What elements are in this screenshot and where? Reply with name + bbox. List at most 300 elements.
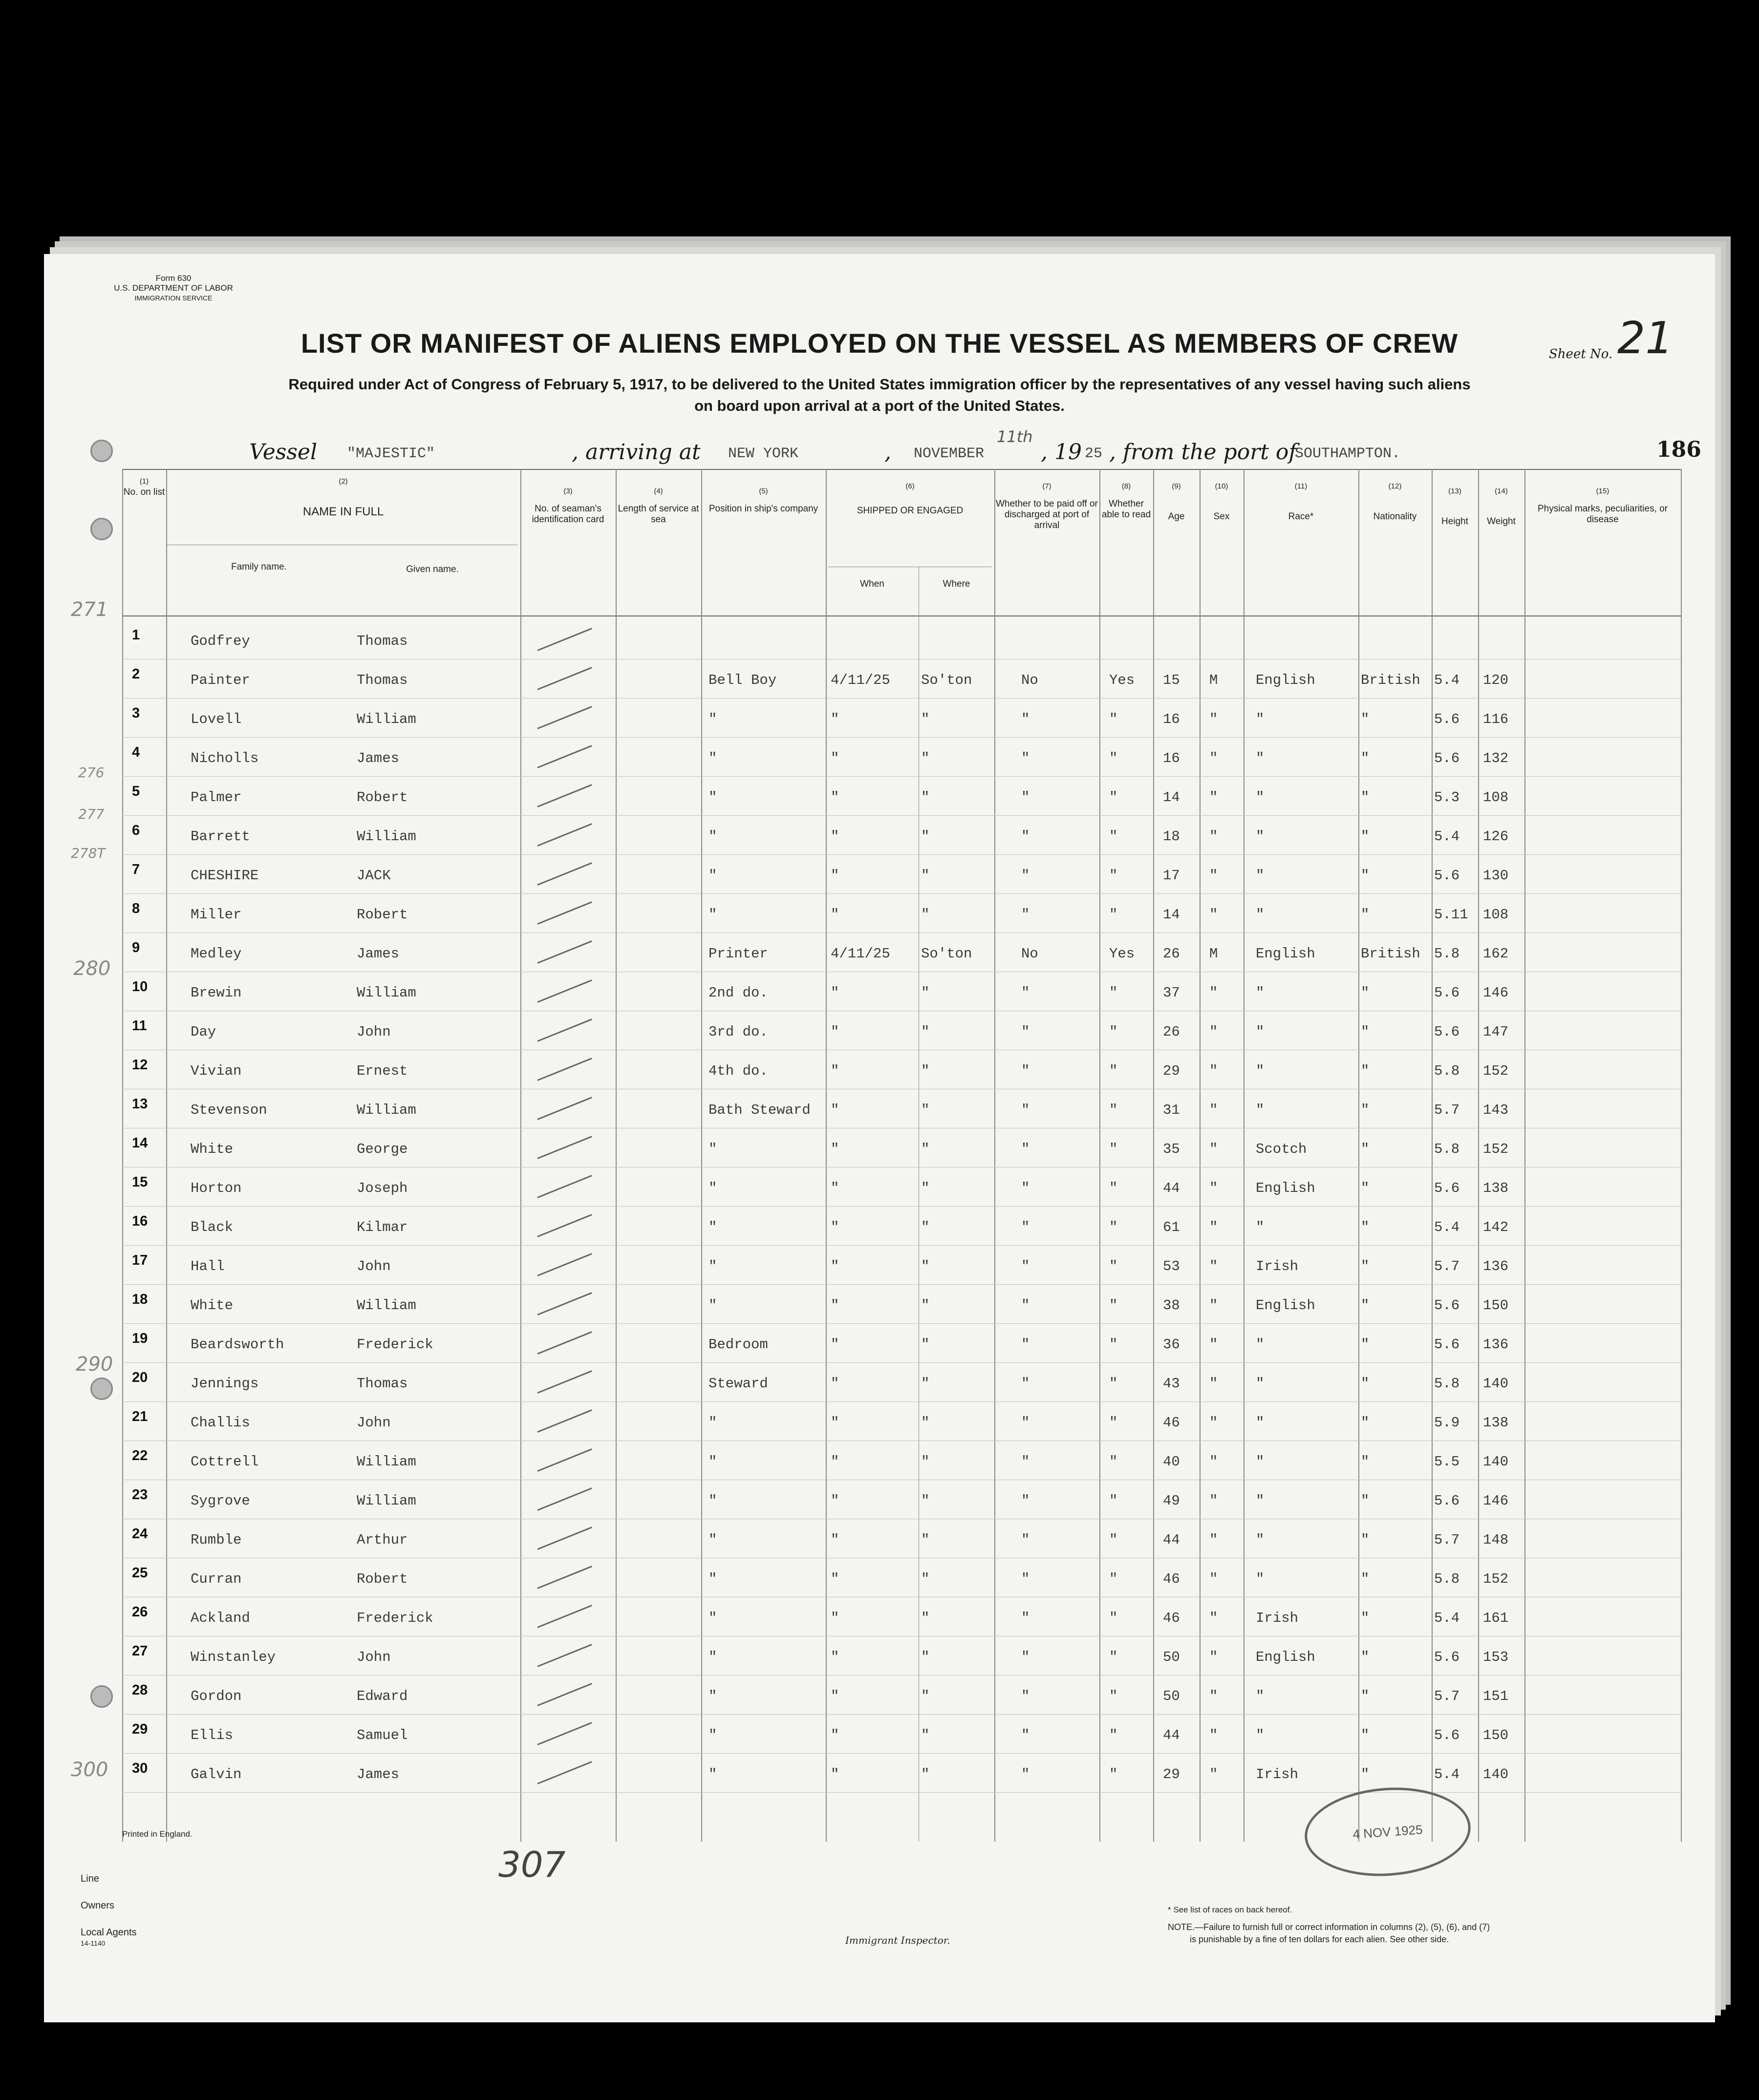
id-card-check-mark: [537, 1487, 592, 1511]
position-cell: ": [708, 1649, 717, 1665]
sex-cell: ": [1209, 1102, 1218, 1118]
weight-cell: 130: [1483, 868, 1509, 884]
given-name-cell: JACK: [357, 868, 391, 884]
shipped-where-cell: ": [921, 1219, 930, 1235]
family-name-cell: Brewin: [191, 985, 242, 1001]
table-row: [44, 1558, 1715, 1597]
age-cell: 44: [1163, 1180, 1180, 1196]
nationality-cell: ": [1361, 1102, 1370, 1118]
height-cell: 5.4: [1434, 1766, 1460, 1782]
punch-hole: [90, 1378, 113, 1400]
row-number-cell: 14: [132, 1135, 148, 1151]
position-cell: ": [708, 1571, 717, 1587]
able-to-read-cell: ": [1109, 1688, 1118, 1704]
sex-cell: ": [1209, 1180, 1218, 1196]
position-cell: ": [708, 1493, 717, 1509]
weight-cell: 126: [1483, 828, 1509, 845]
margin-note: 300: [71, 1759, 108, 1781]
weight-cell: 151: [1483, 1688, 1509, 1704]
weight-cell: 152: [1483, 1571, 1509, 1587]
punch-hole: [90, 518, 113, 540]
height-cell: 5.5: [1434, 1454, 1460, 1470]
row-number-cell: 25: [132, 1565, 148, 1581]
arrival-day: 11th: [997, 427, 1033, 446]
family-name-cell: White: [191, 1141, 234, 1157]
id-card-check-mark: [537, 667, 592, 690]
nationality-cell: ": [1361, 1610, 1370, 1626]
row-number-cell: 15: [132, 1174, 148, 1190]
position-cell: ": [708, 1297, 717, 1314]
local-agents-label: Local Agents: [81, 1927, 137, 1938]
sex-cell: ": [1209, 1024, 1218, 1040]
given-name-cell: Samuel: [357, 1727, 408, 1743]
sex-cell: ": [1209, 1571, 1218, 1587]
shipped-where-cell: ": [921, 750, 930, 766]
family-name-cell: Beardsworth: [191, 1336, 284, 1353]
height-cell: 5.6: [1434, 868, 1460, 884]
family-name-cell: Godfrey: [191, 633, 250, 649]
id-card-check-mark: [537, 1370, 592, 1394]
race-cell: ": [1256, 985, 1265, 1001]
service-name: IMMIGRATION SERVICE: [134, 294, 213, 302]
position-cell: ": [708, 1532, 717, 1548]
race-cell: ": [1256, 1571, 1265, 1587]
inspector-initials: 307: [498, 1844, 566, 1885]
nationality-cell: ": [1361, 1297, 1370, 1314]
age-cell: 35: [1163, 1141, 1180, 1157]
sex-cell: ": [1209, 1219, 1218, 1235]
race-cell: ": [1256, 1454, 1265, 1470]
race-cell: Irish: [1256, 1766, 1299, 1782]
position-cell: ": [708, 1727, 717, 1743]
age-cell: 49: [1163, 1493, 1180, 1509]
shipped-where-cell: ": [921, 711, 930, 727]
table-row: [44, 620, 1715, 659]
position-cell: ": [708, 789, 717, 806]
age-cell: 18: [1163, 828, 1180, 845]
age-cell: 16: [1163, 750, 1180, 766]
weight-cell: 161: [1483, 1610, 1509, 1626]
shipped-when-cell: ": [831, 1415, 839, 1431]
sex-cell: ": [1209, 868, 1218, 884]
position-cell: ": [708, 907, 717, 923]
position-cell: ": [708, 1141, 717, 1157]
paid-off-cell: ": [1021, 1415, 1030, 1431]
age-cell: 29: [1163, 1766, 1180, 1782]
sex-cell: ": [1209, 750, 1218, 766]
row-number-cell: 27: [132, 1643, 148, 1659]
id-card-check-mark: [537, 979, 592, 1003]
shipped-when-cell: ": [831, 1571, 839, 1587]
able-to-read-cell: Yes: [1109, 672, 1135, 688]
position-cell: ": [708, 1688, 717, 1704]
table-row: [44, 1676, 1715, 1715]
col-given-name-header: Given name.: [406, 564, 459, 574]
row-number-cell: 2: [132, 666, 140, 682]
paid-off-cell: ": [1021, 907, 1030, 923]
height-cell: 5.6: [1434, 750, 1460, 766]
shipped-where-cell: ": [921, 1688, 930, 1704]
shipped-when-cell: ": [831, 1336, 839, 1353]
able-to-read-cell: ": [1109, 1376, 1118, 1392]
weight-cell: 147: [1483, 1024, 1509, 1040]
margin-note: 271: [71, 598, 108, 621]
given-name-cell: James: [357, 946, 400, 962]
table-row: [44, 1636, 1715, 1676]
shipped-where-cell: ": [921, 1141, 930, 1157]
form-identifier: [71, 274, 276, 303]
id-card-check-mark: [537, 1175, 592, 1198]
arrival-year: 25: [1085, 445, 1103, 462]
col-where-header: Where: [943, 579, 970, 589]
sex-cell: ": [1209, 1258, 1218, 1274]
department-name: U.S. DEPARTMENT OF LABOR: [114, 283, 233, 293]
sex-cell: ": [1209, 1688, 1218, 1704]
col-height-header: (13) Height: [1441, 487, 1468, 527]
race-cell: Scotch: [1256, 1141, 1307, 1157]
shipped-where-cell: ": [921, 1571, 930, 1587]
height-cell: 5.11: [1434, 907, 1468, 923]
id-card-check-mark: [537, 1253, 592, 1276]
given-name-cell: Robert: [357, 1571, 408, 1587]
col-id-card-header: (3) No. of seaman's identification card: [532, 487, 604, 525]
age-cell: 50: [1163, 1688, 1180, 1704]
row-number-cell: 28: [132, 1682, 148, 1698]
shipped-where-cell: ": [921, 1180, 930, 1196]
able-to-read-cell: ": [1109, 1180, 1118, 1196]
weight-cell: 116: [1483, 711, 1509, 727]
shipped-when-cell: ": [831, 1610, 839, 1626]
paid-off-cell: ": [1021, 1688, 1030, 1704]
vessel-label: Vessel: [249, 440, 318, 465]
position-cell: 4th do.: [708, 1063, 768, 1079]
sex-cell: ": [1209, 1493, 1218, 1509]
shipped-where-cell: ": [921, 1024, 930, 1040]
table-row: [44, 972, 1715, 1011]
able-to-read-cell: ": [1109, 868, 1118, 884]
table-row: [44, 1441, 1715, 1480]
height-cell: 5.6: [1434, 1493, 1460, 1509]
row-number-cell: 10: [132, 979, 148, 995]
weight-cell: 136: [1483, 1258, 1509, 1274]
col-weight-header: (14) Weight: [1487, 487, 1516, 527]
sex-cell: ": [1209, 1297, 1218, 1314]
shipped-where-cell: ": [921, 1258, 930, 1274]
row-number-cell: 5: [132, 784, 140, 799]
nationality-cell: ": [1361, 868, 1370, 884]
height-cell: 5.6: [1434, 1727, 1460, 1743]
col-when-header: When: [860, 579, 884, 589]
sex-cell: ": [1209, 1376, 1218, 1392]
port-stamp: 4 NOV 1925: [1302, 1782, 1474, 1881]
row-number-cell: 6: [132, 823, 140, 838]
margin-note: 278T: [71, 845, 106, 861]
table-row: [44, 1597, 1715, 1636]
shipped-when-cell: ": [831, 1063, 839, 1079]
table-row: [44, 1089, 1715, 1128]
position-cell: Bath Steward: [708, 1102, 811, 1118]
position-cell: Bell Boy: [708, 672, 777, 688]
weight-cell: 108: [1483, 789, 1509, 806]
nationality-cell: ": [1361, 1141, 1370, 1157]
paid-off-cell: ": [1021, 1571, 1030, 1587]
table-row: [44, 1285, 1715, 1324]
paid-off-cell: ": [1021, 1024, 1030, 1040]
table-row: [44, 1050, 1715, 1089]
given-name-cell: John: [357, 1649, 391, 1665]
shipped-where-cell: ": [921, 985, 930, 1001]
family-name-cell: Winstanley: [191, 1649, 276, 1665]
col-paid-off-header: (7) Whether to be paid off or discharged at port of arrival: [996, 482, 1098, 530]
paid-off-cell: ": [1021, 1376, 1030, 1392]
family-name-cell: Black: [191, 1219, 234, 1235]
col-race-header: (11) Race*: [1288, 482, 1314, 522]
given-name-cell: Ernest: [357, 1063, 408, 1079]
able-to-read-cell: ": [1109, 1415, 1118, 1431]
age-cell: 46: [1163, 1571, 1180, 1587]
row-rule: [122, 1792, 1681, 1793]
nationality-cell: ": [1361, 1219, 1370, 1235]
row-number-cell: 7: [132, 862, 140, 877]
shipped-where-cell: ": [921, 1493, 930, 1509]
given-name-cell: John: [357, 1415, 391, 1431]
sex-cell: ": [1209, 1454, 1218, 1470]
race-cell: ": [1256, 1024, 1265, 1040]
sex-cell: ": [1209, 828, 1218, 845]
table-row: [44, 1246, 1715, 1285]
punch-hole: [90, 440, 113, 462]
weight-cell: 153: [1483, 1649, 1509, 1665]
row-number-cell: 26: [132, 1604, 148, 1620]
able-to-read-cell: ": [1109, 985, 1118, 1001]
year-label: , 19: [1041, 440, 1082, 465]
id-card-check-mark: [537, 1058, 592, 1081]
paid-off-cell: ": [1021, 711, 1030, 727]
weight-cell: 132: [1483, 750, 1509, 766]
race-cell: ": [1256, 1532, 1265, 1548]
able-to-read-cell: ": [1109, 1610, 1118, 1626]
col-read-header: (8) Whether able to read: [1101, 482, 1151, 520]
family-name-cell: White: [191, 1297, 234, 1314]
race-cell: ": [1256, 1727, 1265, 1743]
id-card-check-mark: [537, 940, 592, 964]
row-number-cell: 11: [132, 1018, 147, 1034]
given-name-cell: James: [357, 1766, 400, 1782]
nationality-cell: British: [1361, 672, 1420, 688]
paid-off-cell: ": [1021, 750, 1030, 766]
shipped-where-cell: ": [921, 1766, 930, 1782]
age-cell: 38: [1163, 1297, 1180, 1314]
paid-off-cell: ": [1021, 1727, 1030, 1743]
age-cell: 36: [1163, 1336, 1180, 1353]
position-cell: ": [708, 1415, 717, 1431]
sex-cell: ": [1209, 1415, 1218, 1431]
margin-note: 280: [73, 957, 111, 980]
from-port-label: , from the port of: [1109, 440, 1297, 465]
weight-cell: 108: [1483, 907, 1509, 923]
shipped-when-cell: 4/11/25: [831, 946, 890, 962]
shipped-when-cell: ": [831, 1024, 839, 1040]
col-name-header: (2) NAME IN FULL: [302, 477, 384, 518]
weight-cell: 120: [1483, 672, 1509, 688]
weight-cell: 150: [1483, 1297, 1509, 1314]
age-cell: 43: [1163, 1376, 1180, 1392]
weight-cell: 148: [1483, 1532, 1509, 1548]
row-number-cell: 17: [132, 1252, 148, 1268]
race-cell: ": [1256, 789, 1265, 806]
position-cell: Printer: [708, 946, 768, 962]
id-card-check-mark: [537, 1097, 592, 1120]
race-cell: Irish: [1256, 1610, 1299, 1626]
shipped-when-cell: ": [831, 1766, 839, 1782]
given-name-cell: William: [357, 1102, 416, 1118]
given-name-cell: Robert: [357, 907, 408, 923]
shipped-where-cell: ": [921, 868, 930, 884]
paid-off-cell: ": [1021, 1297, 1030, 1314]
given-name-cell: John: [357, 1258, 391, 1274]
given-name-cell: William: [357, 711, 416, 727]
shipped-where-cell: ": [921, 1102, 930, 1118]
weight-cell: 152: [1483, 1063, 1509, 1079]
shipped-when-cell: ": [831, 750, 839, 766]
family-name-cell: Medley: [191, 946, 242, 962]
able-to-read-cell: ": [1109, 1766, 1118, 1782]
shipped-when-cell: ": [831, 1258, 839, 1274]
row-number-cell: 13: [132, 1096, 148, 1112]
row-number-cell: 20: [132, 1370, 148, 1385]
height-cell: 5.7: [1434, 1258, 1460, 1274]
col-age-header: (9) Age: [1168, 482, 1185, 522]
col-position-header: (5) Position in ship's company: [708, 487, 818, 514]
family-name-cell: Rumble: [191, 1532, 242, 1548]
height-cell: 5.6: [1434, 711, 1460, 727]
shipped-when-cell: ": [831, 789, 839, 806]
weight-cell: 138: [1483, 1415, 1509, 1431]
col-physical-marks-header: (15) Physical marks, peculiarities, or disease: [1537, 487, 1668, 525]
paid-off-cell: ": [1021, 985, 1030, 1001]
sex-cell: ": [1209, 1649, 1218, 1665]
shipped-where-cell: ": [921, 1376, 930, 1392]
weight-cell: 150: [1483, 1727, 1509, 1743]
row-number-cell: 4: [132, 744, 140, 760]
shipped-where-cell: ": [921, 1649, 930, 1665]
nationality-cell: ": [1361, 1727, 1370, 1743]
id-card-check-mark: [537, 1566, 592, 1589]
table-row: [44, 1519, 1715, 1558]
shipped-where-cell: ": [921, 1063, 930, 1079]
table-row: [44, 1402, 1715, 1441]
race-cell: ": [1256, 1376, 1265, 1392]
position-cell: ": [708, 1454, 717, 1470]
id-card-check-mark: [537, 1136, 592, 1159]
given-name-cell: Thomas: [357, 672, 408, 688]
sex-cell: ": [1209, 907, 1218, 923]
race-cell: English: [1256, 1180, 1315, 1196]
height-cell: 5.4: [1434, 1219, 1460, 1235]
weight-cell: 142: [1483, 1219, 1509, 1235]
given-name-cell: Arthur: [357, 1532, 408, 1548]
col-sex-header: (10) Sex: [1213, 482, 1230, 522]
id-card-check-mark: [537, 628, 592, 651]
height-cell: 5.6: [1434, 1297, 1460, 1314]
race-cell: ": [1256, 1493, 1265, 1509]
arriving-label: , arriving at: [572, 440, 701, 465]
subtitle-line1: Required under Act of Congress of February 5, 1917, to be delivered to the United States immigration officer by the representatives of any vessel having such aliens: [288, 376, 1471, 393]
given-name-cell: Frederick: [357, 1336, 433, 1353]
weight-cell: 152: [1483, 1141, 1509, 1157]
height-cell: 5.7: [1434, 1688, 1460, 1704]
id-card-check-mark: [537, 901, 592, 925]
age-cell: 37: [1163, 985, 1180, 1001]
shipped-when-cell: ": [831, 711, 839, 727]
table-row: [44, 738, 1715, 777]
position-cell: ": [708, 1766, 717, 1782]
family-name-cell: Vivian: [191, 1063, 242, 1079]
age-cell: 44: [1163, 1532, 1180, 1548]
row-number-cell: 18: [132, 1292, 148, 1307]
paid-off-cell: ": [1021, 1141, 1030, 1157]
shipped-when-cell: ": [831, 1454, 839, 1470]
paid-off-cell: ": [1021, 1649, 1030, 1665]
id-card-check-mark: [537, 862, 592, 886]
shipped-where-cell: ": [921, 1336, 930, 1353]
paid-off-cell: ": [1021, 1766, 1030, 1782]
table-row: [44, 816, 1715, 855]
nationality-cell: ": [1361, 1336, 1370, 1353]
punch-hole: [90, 1685, 113, 1708]
shipped-where-cell: ": [921, 1415, 930, 1431]
nationality-cell: ": [1361, 985, 1370, 1001]
position-cell: ": [708, 868, 717, 884]
id-card-check-mark: [537, 1605, 592, 1628]
able-to-read-cell: ": [1109, 1571, 1118, 1587]
shipped-where-cell: ": [921, 1610, 930, 1626]
height-cell: 5.6: [1434, 1649, 1460, 1665]
table-row: [44, 699, 1715, 738]
id-card-check-mark: [537, 1331, 592, 1355]
sex-cell: ": [1209, 1766, 1218, 1782]
table-row: [44, 1324, 1715, 1363]
margin-note: 276: [78, 764, 105, 781]
shipped-where-cell: ": [921, 907, 930, 923]
height-cell: 5.4: [1434, 828, 1460, 845]
weight-cell: 143: [1483, 1102, 1509, 1118]
table-row: [44, 1207, 1715, 1246]
departure-port: SOUTHAMPTON.: [1295, 445, 1401, 462]
family-name-cell: Barrett: [191, 828, 250, 845]
shipped-when-cell: ": [831, 868, 839, 884]
able-to-read-cell: ": [1109, 1141, 1118, 1157]
id-card-check-mark: [537, 1214, 592, 1237]
shipped-when-cell: ": [831, 1297, 839, 1314]
height-cell: 5.6: [1434, 985, 1460, 1001]
col-family-name-header: Family name.: [231, 562, 287, 572]
shipped-when-cell: ": [831, 985, 839, 1001]
paid-off-cell: ": [1021, 1219, 1030, 1235]
family-name-cell: CHESHIRE: [191, 868, 259, 884]
weight-cell: 136: [1483, 1336, 1509, 1353]
sex-cell: ": [1209, 711, 1218, 727]
height-cell: 5.4: [1434, 672, 1460, 688]
row-number-cell: 12: [132, 1057, 148, 1073]
able-to-read-cell: ": [1109, 1454, 1118, 1470]
row-number-cell: 8: [132, 901, 140, 916]
age-cell: 46: [1163, 1610, 1180, 1626]
race-cell: English: [1256, 1649, 1315, 1665]
shipped-where-cell: ": [921, 1727, 930, 1743]
table-row: [44, 1128, 1715, 1167]
height-cell: 5.8: [1434, 946, 1460, 962]
